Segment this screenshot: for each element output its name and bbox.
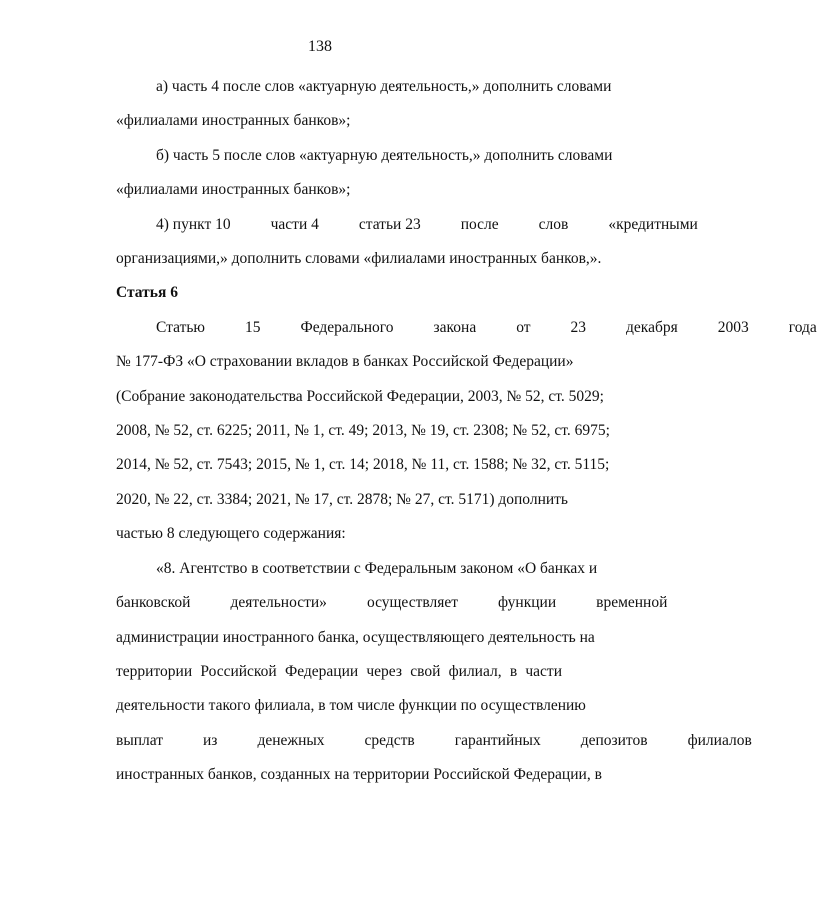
text-line: организациями,» дополнить словами «филиалами иностранных банков,». [116, 250, 602, 268]
word: деятельности» [230, 594, 327, 612]
word: филиалов [687, 731, 752, 749]
word: статьи 23 [358, 215, 421, 233]
text-line-spread [76, 586, 668, 620]
text-line: территории Российской Федерации через свой филиал, в части [116, 662, 562, 680]
paragraph-amendment-a [76, 70, 612, 139]
word: после [460, 215, 499, 233]
word: Статью [156, 318, 205, 336]
word: денежных [257, 731, 325, 749]
text-line: (Собрание законодательства Российской Федерации, 2003, № 52, ст. 5029; [116, 387, 604, 405]
text-line: «8. Агентство в соответствии с Федеральным законом «О банках и [156, 559, 598, 577]
text-line: 2020, № 22, ст. 3384; 2021, № 17, ст. 2878; № 27, ст. 5171) дополнить [116, 490, 568, 508]
word: года [788, 318, 817, 336]
text-line-spread [76, 311, 817, 345]
text-line: «филиалами иностранных банков»; [116, 112, 351, 130]
paragraph-item-4 [76, 208, 698, 277]
document-body [76, 70, 817, 793]
word: 15 [245, 318, 261, 336]
text-line: 2008, № 52, ст. 6225; 2011, № 1, ст. 49; 2013, № 19, ст. 2308; № 52, ст. 6975; [116, 422, 610, 440]
word: осуществляет [366, 594, 458, 612]
word: декабря [626, 318, 678, 336]
word: временной [596, 594, 668, 612]
paragraph-article-6 [76, 311, 817, 552]
text-line: иностранных банков, созданных на территории Российской Федерации, в [116, 766, 602, 784]
word: средств [364, 731, 415, 749]
text-line: «филиалами иностранных банков»; [116, 181, 351, 199]
word: гарантийных [454, 731, 541, 749]
text-line-spread [76, 208, 698, 242]
page-number: 138 [308, 38, 332, 55]
word: 2003 [717, 318, 749, 336]
word: депозитов [580, 731, 648, 749]
article-heading: Статья 6 [116, 284, 178, 302]
word: из [203, 731, 218, 749]
word: от [516, 318, 531, 336]
word: слов [538, 215, 569, 233]
word: части 4 [270, 215, 319, 233]
word: закона [433, 318, 477, 336]
word: банковской [116, 594, 191, 612]
text-line-spread [76, 724, 752, 758]
text-line: деятельности такого филиала, в том числе функции по осуществлению [116, 697, 586, 715]
text-line: частью 8 следующего содержания: [116, 525, 346, 543]
word: «кредитными [608, 215, 698, 233]
text-line: а) часть 4 после слов «актуарную деятельность,» дополнить словами [156, 78, 612, 95]
paragraph-amendment-b [76, 139, 613, 208]
text-line: № 177-ФЗ «О страховании вкладов в банках Российской Федерации» [116, 353, 574, 371]
text-line: администрации иностранного банка, осуществляющего деятельность на [116, 628, 595, 646]
word: функции [498, 594, 557, 612]
word: 4) пункт 10 [156, 215, 231, 233]
word: 23 [570, 318, 587, 336]
paragraph-part-8 [76, 552, 752, 793]
text-line: 2014, № 52, ст. 7543; 2015, № 1, ст. 14; 2018, № 11, ст. 1588; № 32, ст. 5115; [116, 456, 610, 474]
word: Федерального [300, 318, 394, 336]
text-line: б) часть 5 после слов «актуарную деятельность,» дополнить словами [156, 146, 613, 164]
word: выплат [116, 731, 164, 749]
